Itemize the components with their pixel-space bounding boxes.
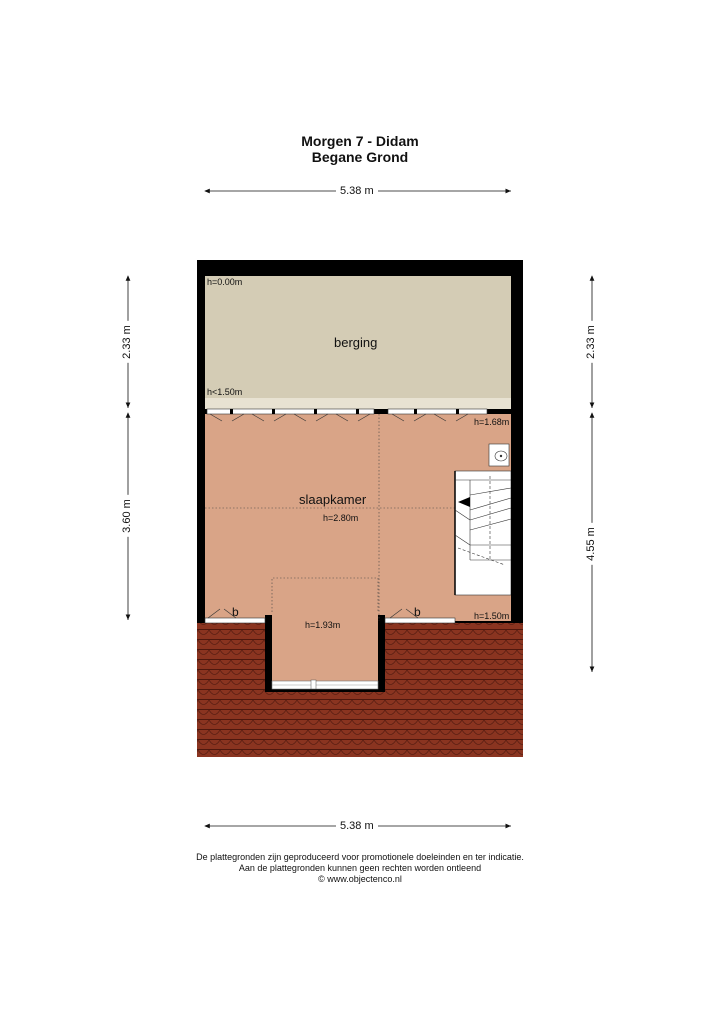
- plan-title: Morgen 7 - Didam: [301, 133, 419, 149]
- dimension-right-lower: 4.55 m: [585, 523, 597, 565]
- dimension-top-width: 5.38 m: [336, 185, 378, 197]
- staircase: [455, 471, 511, 595]
- dormer-height: h=1.93m: [305, 620, 341, 630]
- bedroom-label: slaapkamer: [299, 492, 367, 507]
- storage-label: berging: [334, 335, 378, 350]
- dimension-left-upper: 2.33 m: [121, 321, 133, 363]
- disclaimer-line-2: Aan de plattegronden kunnen geen rechten worden ontleend: [238, 863, 482, 873]
- storage-height-top: h=0.00m: [207, 277, 243, 287]
- wardrobe-doors: [207, 409, 487, 414]
- dimension-left-lower: 3.60 m: [121, 495, 133, 537]
- storage-height-bottom: h<1.50m: [207, 387, 243, 397]
- bedroom-height: h=2.80m: [323, 513, 359, 523]
- right-height-bottom: h=1.50m: [474, 611, 510, 621]
- right-height-top: h=1.68m: [474, 417, 510, 427]
- washbasin-icon: [489, 444, 509, 466]
- door-marker-left: b: [232, 605, 239, 619]
- roof-tiles-bottom: [197, 690, 523, 757]
- floor-subtitle: Begane Grond: [311, 149, 409, 165]
- door-marker-right: b: [414, 605, 421, 619]
- disclaimer-line-1: De plattegronden zijn geproduceerd voor promotionele doeleinden en ter indicatie.: [196, 852, 524, 862]
- dimension-bottom-width: 5.38 m: [336, 820, 378, 832]
- dimension-right-upper: 2.33 m: [585, 321, 597, 363]
- copyright-line: © www.objectenco.nl: [318, 874, 402, 884]
